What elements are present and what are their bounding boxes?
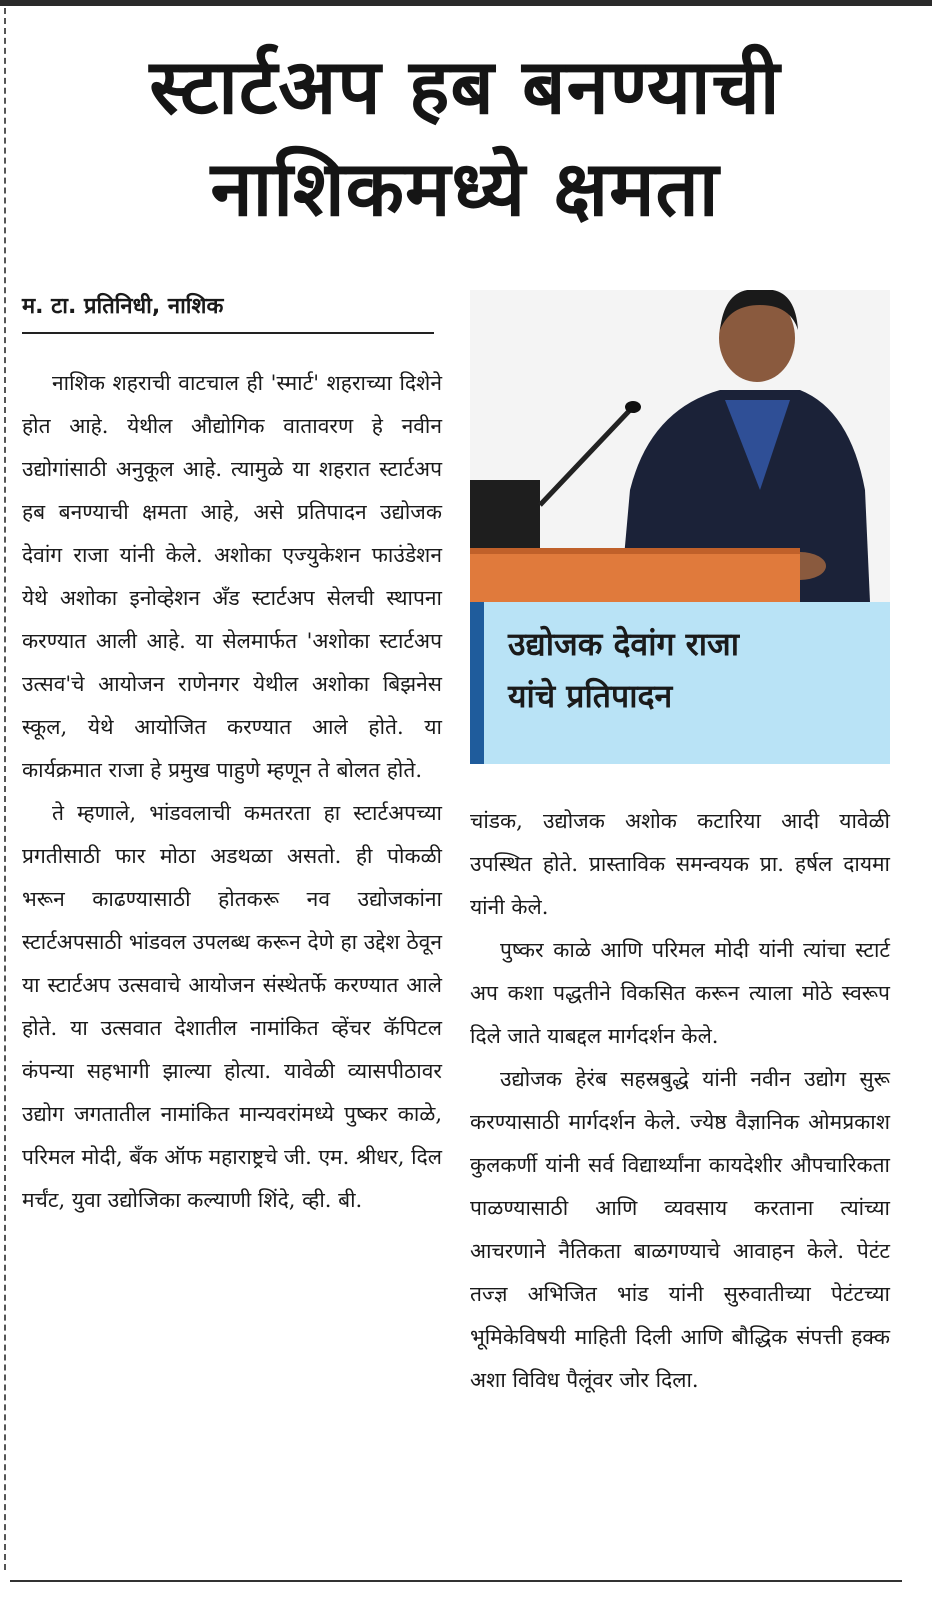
- top-border: [0, 0, 932, 6]
- photo-caption-line-1: उद्योजक देवांग राजा: [508, 625, 740, 663]
- bottom-border: [10, 1580, 902, 1582]
- byline: म. टा. प्रतिनिधी, नाशिक: [22, 294, 224, 319]
- article-column-1: [22, 362, 442, 1222]
- paragraph-2: ते म्हणाले, भांडवलाची कमतरता हा स्टार्टअपच्या प्रगतीसाठी फार मोठा अडथळा असतो. ही पोकळी भरून काढण्यासाठी होतकरू नव उद्योजकांना स्टार्टअपसाठी भांडवल उपलब्ध करून देणे हा उद्देश ठेवून या स्टार्टअप उत्सवाचे आयोजन संस्थेतर्फे करण्यात आले होते. या उत्सवात देशातील नामांकित व्हेंचर कॅपिटल कंपन्या सहभागी झाल्या होत्या. यावेळी व्यासपीठावर उद्योग जगतातील नामांकित मान्यवरांमध्ये पुष्कर काळे, परिमल मोदी, बँक ऑफ महाराष्ट्रचे जी. एम. श्रीधर, दिल मर्चंट, युवा उद्योजिका कल्याणी शिंदे, व्ही. बी.: [22, 801, 442, 1212]
- paragraph-1: नाशिक शहराची वाटचाल ही 'स्मार्ट' शहराच्या दिशेने होत आहे. येथील औद्योगिक वातावरण हे नवीन उद्योगांसाठी अनुकूल आहे. त्यामुळे या शहरात स्टार्टअप हब बनण्याची क्षमता आहे, असे प्रतिपादन उद्योजक देवांग राजा यांनी केले. अशोका एज्युकेशन फाउंडेशन येथे अशोका इनोव्हेशन अँड स्टार्टअप सेलची स्थापना करण्यात आली आहे. या सेलमार्फत 'अशोका स्टार्टअप उत्सव'चे आयोजन राणेनगर येथील अशोका बिझनेस स्कूल, येथे आयोजित करण्यात आले होते. या कार्यक्रमात राजा हे प्रमुख पाहुणे म्हणून ते बोलत होते.: [22, 371, 442, 782]
- headline-line-2: नाशिकमध्ये क्षमता: [210, 144, 720, 233]
- headline: [20, 36, 910, 240]
- byline-divider: [22, 332, 434, 334]
- paragraph-4: पुष्कर काळे आणि परिमल मोदी यांनी त्यांचा स्टार्ट अप कशा पद्धतीने विकसित करून त्याला मोठे स्वरूप दिले जाते याबद्दल मार्गदर्शन केले.: [470, 938, 890, 1048]
- left-cut-border: [4, 8, 6, 1570]
- photo-caption-line-2: यांचे प्रतिपादन: [508, 677, 673, 715]
- speaker-photo-illustration: [470, 290, 890, 602]
- speaker-photo: [470, 290, 890, 602]
- headline-line-1: स्टार्टअप हब बनण्याची: [149, 42, 781, 131]
- article-column-2: [470, 800, 890, 1402]
- photo-caption: [470, 602, 890, 764]
- paragraph-3: चांडक, उद्योजक अशोक कटारिया आदी यावेळी उपस्थित होते. प्रास्ताविक समन्वयक प्रा. हर्षल दायमा यांनी केले.: [470, 809, 890, 919]
- paragraph-5: उद्योजक हेरंब सहस्रबुद्धे यांनी नवीन उद्योग सुरू करण्यासाठी मार्गदर्शन केले. ज्येष्ठ वैज्ञानिक ओमप्रकाश कुलकर्णी यांनी सर्व विद्यार्थ्यांना कायदेशीर औपचारिकता पाळण्यासाठी आणि व्यवसाय करताना त्यांच्या आचरणाने नैतिकता बाळगण्याचे आवाहन केले. पेटंट तज्ज्ञ अभिजित भांड यांनी सुरुवातीच्या पेटंटच्या भूमिकेविषयी माहिती दिली आणि बौद्धिक संपत्ती हक्क अशा विविध पैलूंवर जोर दिला.: [470, 1067, 890, 1392]
